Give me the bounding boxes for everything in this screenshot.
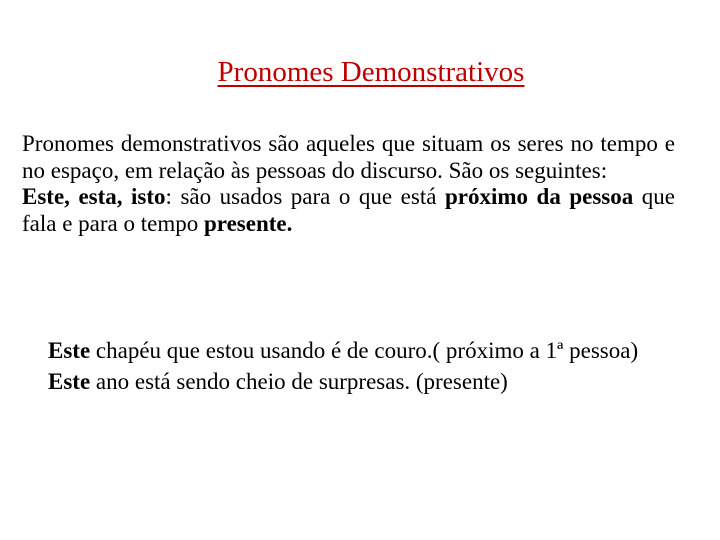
- slide-body: [22, 131, 675, 237]
- rule-pronouns: Este, esta, isto: [22, 184, 166, 209]
- rule-emphasis-1: próximo da pessoa: [444, 184, 634, 209]
- slide-title: [0, 56, 720, 89]
- rule-text-1: : são usados para o que está: [165, 184, 445, 209]
- example-1-text: chapéu que estou usando é de couro.( próximo a 1ª pessoa): [90, 338, 639, 363]
- slide-title-text: Pronomes Demonstrativos: [217, 56, 525, 88]
- rule-paragraph: [22, 184, 675, 237]
- example-2-text: ano está sendo cheio de surpresas. (presente): [90, 369, 508, 394]
- example-2: [22, 366, 675, 397]
- example-1: [22, 335, 675, 366]
- intro-paragraph: Pronomes demonstrativos são aqueles que situam os seres no tempo e no espaço, em relação às pessoas do discurso. São os seguintes:: [22, 131, 675, 183]
- examples-block: [22, 335, 675, 397]
- example-1-pronoun: Este: [48, 338, 91, 363]
- rule-emphasis-2: presente.: [204, 210, 293, 236]
- example-2-pronoun: Este: [48, 369, 91, 394]
- rule-text-2: que fala e para o tempo: [22, 184, 676, 236]
